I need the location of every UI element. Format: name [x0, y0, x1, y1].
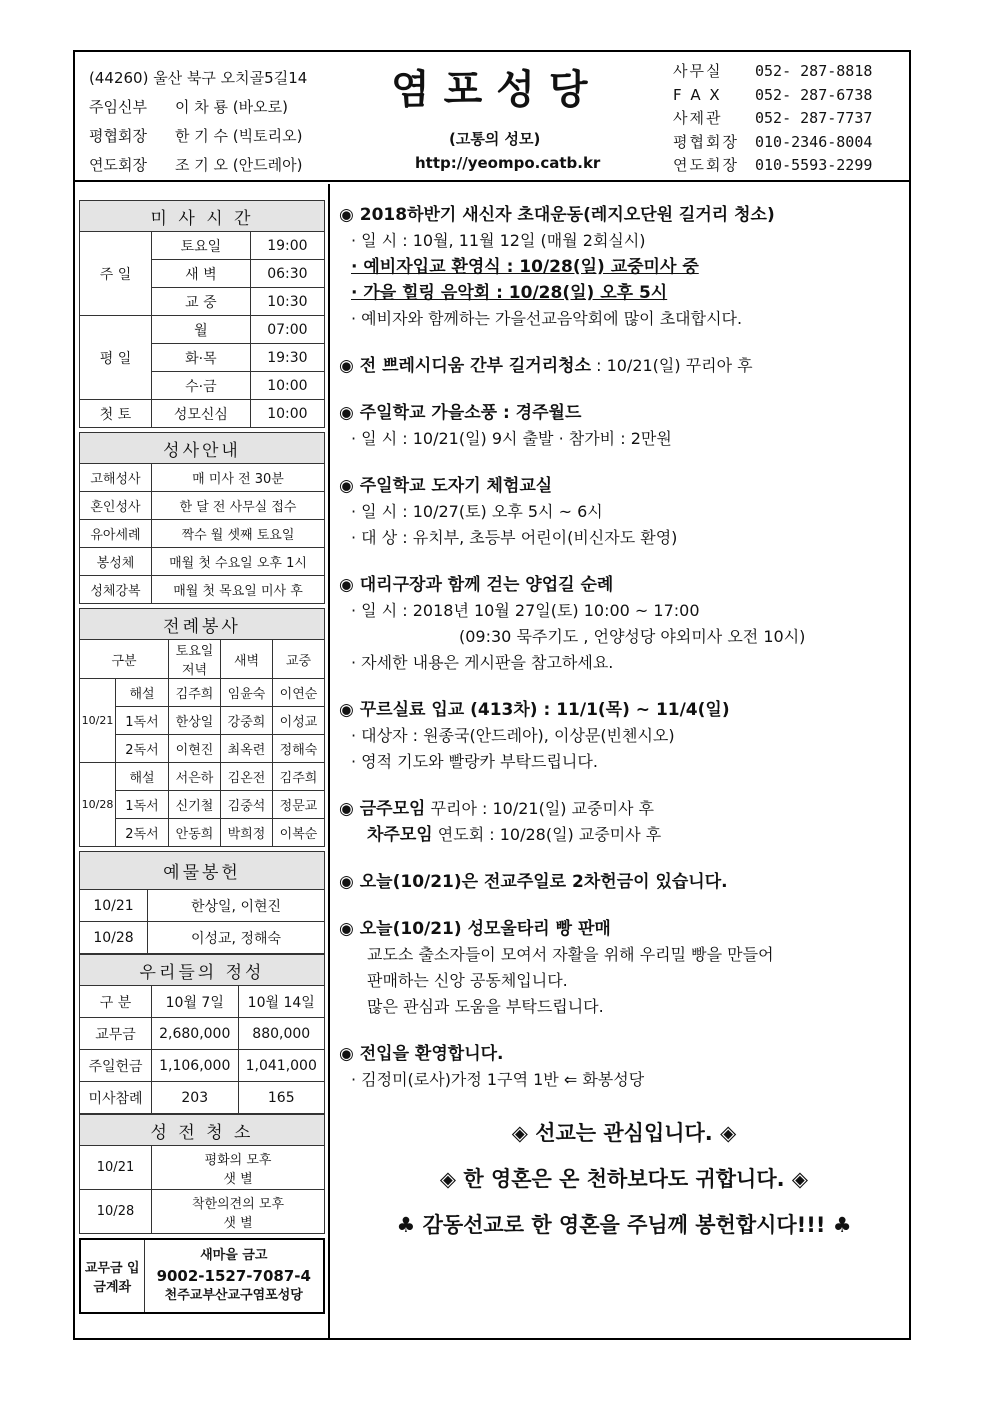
contact-office: 사무실 052- 287-8818: [673, 62, 873, 80]
slogan-1: ◈ 선교는 관심입니다. ◈: [511, 1121, 737, 1145]
notice-bread: ◉ 오늘(10/21) 성모울타리 빵 판매 교도소 출소자들이 모여서 자활을 위해 우리밀 빵을 만들어 판매하는 신앙 공동체입니다. 많은 관심과 도움을 부탁드립니다.: [339, 919, 774, 1016]
notice-cleaning: ◉ 전 쁘레시디움 간부 길거리청소 : 10/21(일) 꾸리아 후: [339, 356, 753, 376]
notice-pilgrimage: ◉ 대리구장과 함께 걷는 양업길 순례 · 일 시 : 2018년 10월 27일(토) 10:00 ~ 17:00 (09:30 묵주기도 , 언양성당 야외미사 오전 10시) · 자세한 내용은 게시판을 참고하세요.: [339, 575, 806, 672]
mass-title: 미 사 시 간: [80, 201, 325, 232]
cleaning-table: 성 전 청 소 10/21 평화의 모후 샛 별 10/28 착한의견의 모후 샛 별: [79, 1114, 325, 1234]
bulletin-frame: [73, 50, 911, 1340]
column-divider: [328, 184, 330, 1340]
liturgy-title: 전례봉사: [80, 609, 325, 640]
notice-picnic: ◉ 주일학교 가을소풍 : 경주월드 · 일 시 : 10/21(일) 9시 출발 · 참가비 : 2만원: [339, 403, 672, 448]
header-left: [89, 64, 307, 180]
notice-newcomer: ◉ 2018하반기 새신자 초대운동(레지오단원 길거리 청소) · 일 시 : 10월, 11월 12일 (매월 2회실시) · 예비자입교 환영식 : 10/28(일) 교중미사 중 · 가을 힐링 음악회 : 10/28(일) 오후 5시 · 예비자와 함께하는 가을선교음악회에 많이 초대합시다.: [339, 205, 775, 328]
parish-subtitle: (고통의 성모): [449, 130, 541, 148]
contact-fax: F A X 052- 287-6738: [673, 85, 873, 104]
slogan-2: ◈ 한 영혼은 온 천하보다도 귀합니다. ◈: [439, 1167, 809, 1191]
prayer-row: 연도회장 조 기 오 (안드레아): [89, 156, 303, 174]
council-row: 평협회장 한 기 수 (빅토리오): [89, 127, 303, 145]
address: (44260) 울산 북구 오치골5길14: [89, 69, 308, 87]
finance-title: 우리들의 정성: [80, 955, 325, 986]
notices: [339, 202, 909, 1248]
parish-title: 염포성당: [391, 66, 602, 113]
notice-meetings: ◉ 금주모임 꾸리아 : 10/21(일) 교중미사 후 차주모임 연도회 : 10/28(일) 교중미사 후: [339, 799, 662, 845]
parish-url[interactable]: http://yeompo.catb.kr: [415, 154, 601, 172]
left-column: [79, 200, 325, 1314]
notice-collection: ◉ 오늘(10/21)은 전교주일로 2차헌금이 있습니다.: [339, 872, 728, 892]
contacts: [673, 60, 872, 178]
liturgy-table: 전례봉사 구분 토요일 저녁 새벽 교중 10/21 해설 김주희 임윤숙 이연순 1독서 한상일 강중희 이성교 2독서 이현진 최옥련 정해숙 10/28 해설 서은하 김온전 김주희 1독서 신기철 김중석 정문교 2독서 안동희 박희정 이복순: [79, 608, 325, 847]
contact-council: 평협회장 010-2346-8004: [673, 132, 873, 151]
mass-table: 미 사 시 간 주 일 토요일 19:00 새 벽 06:30 교 중 10:30 평 일 월 07:00 화·목 19:30 수·금 10:00 첫 토 성모신심 10:00: [79, 200, 325, 428]
notice-pottery: ◉ 주일학교 도자기 체험교실 · 일 시 : 10/27(토) 오후 5시 ~ 6시 · 대 상 : 유치부, 초등부 어린이(비신자도 환영): [339, 476, 678, 547]
contact-rectory: 사제관 052- 287-7737: [673, 109, 873, 127]
slogan-3: ♣ 감동선교로 한 영혼을 주님께 봉헌합시다!!! ♣: [396, 1213, 852, 1237]
offering-table: 예물봉헌 10/21 한상일, 이현진 10/28 이성교, 정해숙: [79, 851, 325, 954]
offering-title: 예물봉헌: [80, 852, 325, 890]
slogans: [339, 1110, 909, 1248]
contact-prayer: 연도회장 010-5593-2299: [673, 156, 873, 174]
notice-cursillo: ◉ 꾸르실료 입교 (413차) : 11/1(목) ~ 11/4(일) · 대상자 : 원종국(안드레아), 이상문(빈첸시오) · 영적 기도와 빨랑카 부탁드립니다.: [339, 700, 730, 771]
header: [75, 52, 909, 182]
cleaning-title: 성 전 청 소: [80, 1115, 325, 1146]
sacraments-table: 성사안내 고해성사 매 미사 전 30분 혼인성사 한 달 전 사무실 접수 유아세례 짝수 월 셋째 토요일 봉성체 매월 첫 수요일 오후 1시 성체강복 매월 첫 목요일 미사 후: [79, 432, 325, 604]
pastor-row: 주임신부 이 차 룡 (바오로): [89, 98, 288, 116]
account-table: 교무금 입금계좌 새마을 금고 9002-1527-7087-4 천주교부산교구염포성당: [79, 1238, 325, 1314]
notice-welcome: ◉ 전입을 환영합니다. · 김정미(로사)가정 1구역 1반 ⇐ 화봉성당: [339, 1044, 645, 1089]
sacraments-title: 성사안내: [80, 433, 325, 464]
finance-table: 우리들의 정성 구 분 10월 7일 10월 14일 교무금 2,680,000 880,000 주일헌금 1,106,000 1,041,000 미사참례 203 165: [79, 954, 325, 1114]
